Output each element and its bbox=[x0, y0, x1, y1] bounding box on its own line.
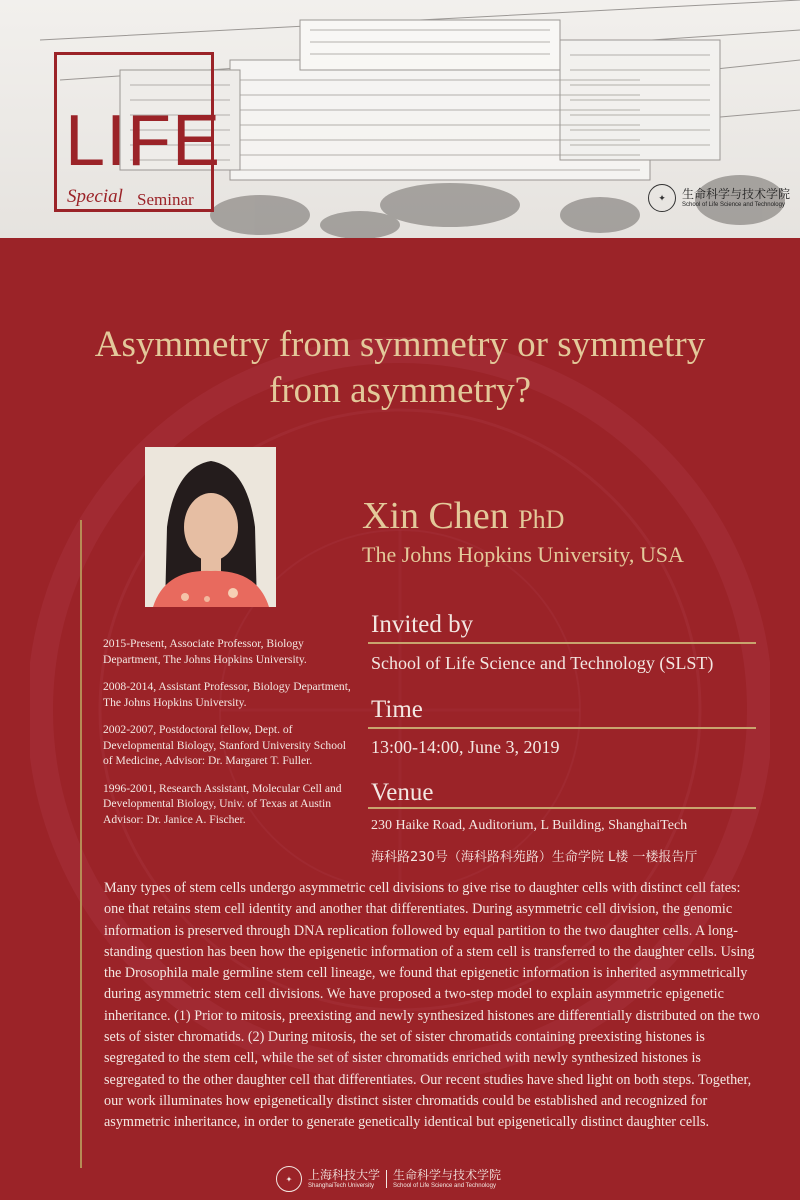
school-name-cn: 生命科学与技术学院 bbox=[682, 186, 791, 201]
venue-address-cn: 海科路230号（海科路科苑路）生命学院 L楼 一楼报告厅 bbox=[371, 850, 698, 865]
speaker-portrait bbox=[145, 447, 276, 607]
invited-by-value: School of Life Science and Technology (SLST) bbox=[371, 653, 714, 673]
speaker-affiliation: The Johns Hopkins University, USA bbox=[362, 542, 684, 567]
abstract-text: Many types of stem cells undergo asymmetric cell divisions to give rise to daughter cells with distinct cell fates: one that retains stem cell identity and another that differentiates. During asymmetric cell division, the genomic information is preserved through DNA replication followed by equal partition to the two daughter cells. A long-standing question has been how the epigenetic information of a stem cell is transferred to the daughter cells. Using the Drosophila male germline stem cell lineage, we found that epigenetic information is inherited asymmetrically during asymmetric stem cell divisions. We have proposed a two-step model to explain asymmetric epigenetic inheritance. (1) Prior to mitosis, preexisting and newly synthesized histones are differentially distributed on the two sets of sister chromatids. (2) During mitosis, the set of sister chromatids containing preexisting histones is segregated to the stem cell, while the set of sister chromatids enriched with newly synthesized histones is segregated to the other daughter cell that differentiates. Our recent studies have shed light on both steps. Together, our work illuminates how epigenetically distinct sister chromatids could be established and recognized for asymmetric inheritance, in order to generate genetically identical but epigenetically distinct daughter cells. bbox=[104, 880, 760, 1131]
time-value: 13:00-14:00, June 3, 2019 bbox=[371, 737, 560, 757]
footer-separator bbox=[386, 1170, 387, 1188]
bio-entry: 2002-2007, Postdoctoral fellow, Dept. of Developmental Biology, Stanford University School of Medicine, Advisor: Dr. Margaret T. Fuller. bbox=[103, 723, 347, 767]
time-heading: Time bbox=[371, 696, 423, 723]
speaker-name bbox=[362, 496, 564, 540]
vertical-divider bbox=[80, 520, 82, 1168]
speaker-bio bbox=[103, 636, 351, 839]
venue-address-en: 230 Haike Road, Auditorium, L Building, ShanghaiTech bbox=[371, 818, 688, 833]
bio-entry: 2008-2014, Assistant Professor, Biology Department, The Johns Hopkins University. bbox=[103, 680, 351, 709]
footer-university-cn: 上海科技大学 bbox=[308, 1167, 381, 1182]
venue-rule bbox=[368, 807, 756, 809]
footer-emblem-icon: ✦ bbox=[276, 1166, 302, 1192]
footer-university-en: ShanghaiTech University bbox=[308, 1182, 375, 1189]
speaker-name-text: Xin Chen bbox=[362, 495, 509, 537]
title-line-2: from asymmetry? bbox=[269, 370, 531, 411]
logo-special-text: Special bbox=[67, 186, 123, 207]
footer-school-en: School of Life Science and Technology bbox=[393, 1182, 496, 1189]
invited-by-rule bbox=[368, 642, 756, 644]
school-logo-header bbox=[648, 184, 790, 212]
header-building-photo bbox=[0, 0, 800, 238]
footer-school-cn: 生命科学与技术学院 bbox=[393, 1167, 502, 1182]
seminar-title bbox=[0, 322, 800, 414]
title-line-1: Asymmetry from symmetry or symmetry bbox=[94, 324, 706, 365]
venue-heading: Venue bbox=[371, 779, 434, 806]
bio-entry: 1996-2001, Research Assistant, Molecular Cell and Developmental Biology, Univ. of Texas at Austin Advisor: Dr. Janice A. Fischer. bbox=[103, 781, 342, 826]
logo-seminar-text: Seminar bbox=[137, 190, 194, 209]
university-emblem-icon: ✦ bbox=[648, 184, 676, 212]
speaker-photo-image bbox=[145, 447, 276, 607]
invited-by-heading: Invited by bbox=[371, 611, 474, 638]
school-name-en: School of Life Science and Technology bbox=[682, 201, 785, 208]
speaker-degree: PhD bbox=[518, 505, 565, 534]
footer-logo bbox=[276, 1166, 501, 1192]
life-seminar-logo bbox=[54, 52, 222, 212]
time-rule bbox=[368, 727, 756, 729]
bio-entry: 2015-Present, Associate Professor, Biology Department, The Johns Hopkins University. bbox=[103, 637, 307, 666]
logo-life-text: LIFE bbox=[65, 101, 222, 181]
